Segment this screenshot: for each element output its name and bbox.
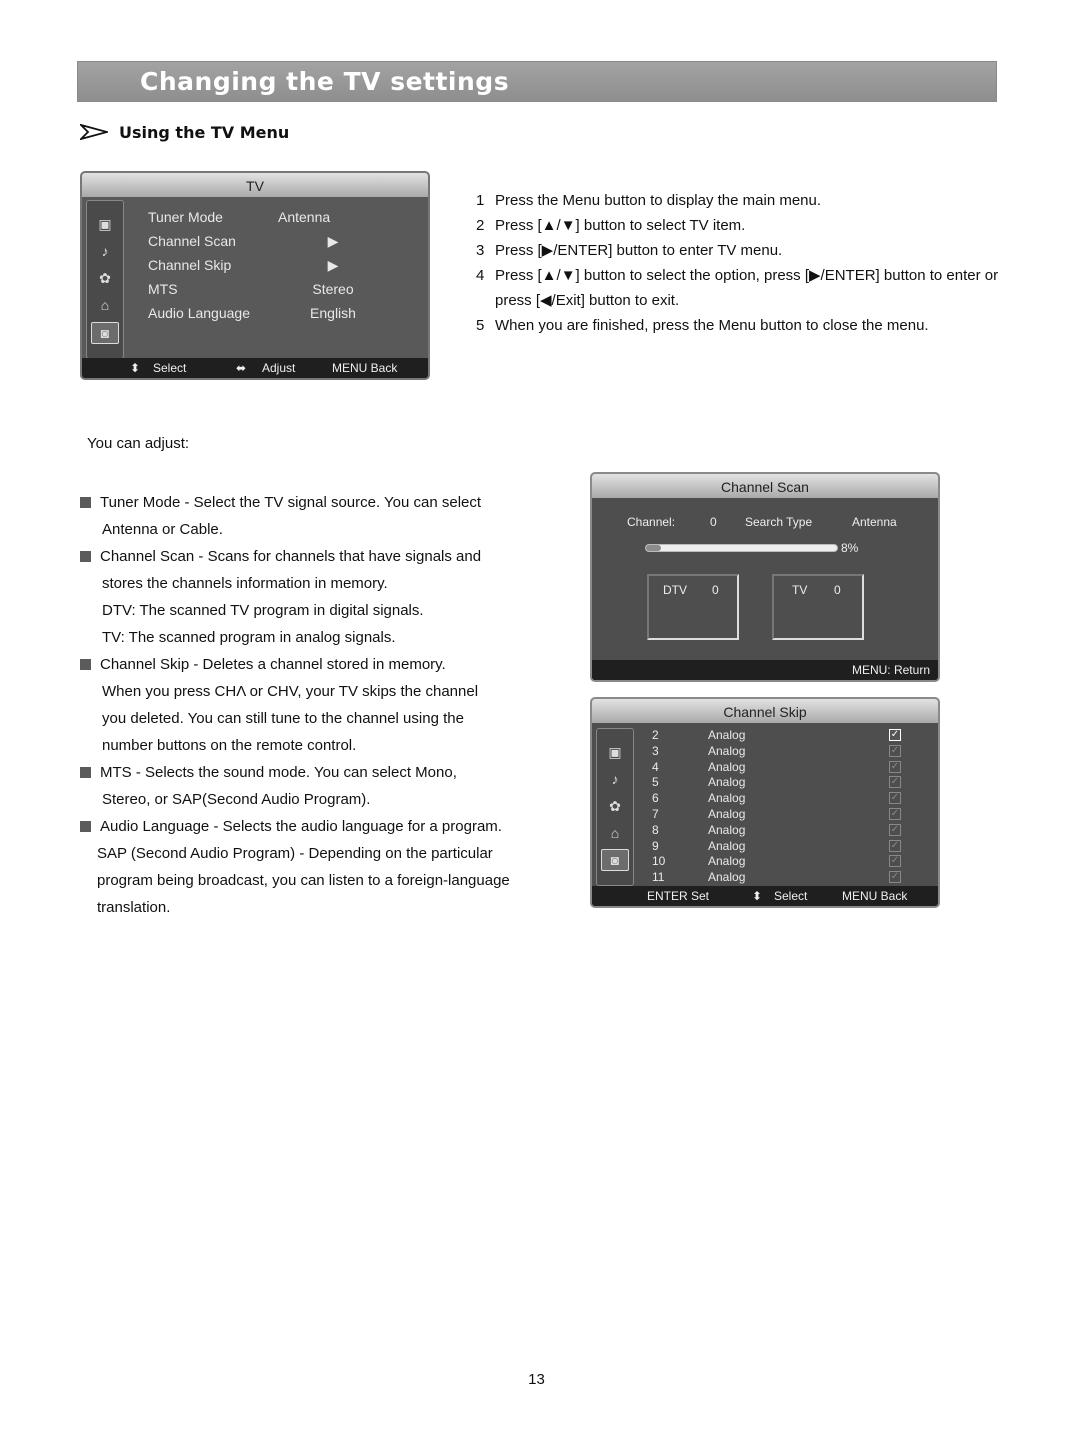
bullet-channel-skip: Channel Skip - Deletes a channel stored in memory. xyxy=(80,651,550,678)
lock-icon: ⌂ xyxy=(610,825,620,841)
menu-icon-column xyxy=(86,200,124,359)
channel-scan-title: Channel Scan xyxy=(592,474,938,498)
channel-number: 6 xyxy=(652,791,659,806)
left-right-icon: ⬌ xyxy=(236,361,247,375)
tv-menu-footer: ⬍ Select ⬌ Adjust MENU Back xyxy=(82,358,428,378)
tv-icon: ◙ xyxy=(91,322,119,344)
step-item: 2 Press [▲/▼] button to select TV item. xyxy=(476,217,746,234)
bullet-channel-scan: Channel Scan - Scans for channels that have signals and xyxy=(80,543,550,570)
skip-checkbox-icon: ✓ xyxy=(890,871,900,883)
tv-menu-row: Tuner Mode Antenna xyxy=(148,209,331,225)
arrow-right-icon: ▶ xyxy=(327,233,339,249)
bullet-mts: MTS - Selects the sound mode. You can select Mono, xyxy=(80,759,550,786)
dtv-count-box: DTV 0 xyxy=(647,574,739,640)
setup-icon: ✿ xyxy=(99,270,111,286)
bullet-tuner-mode: Tuner Mode - Select the TV signal source. You can select xyxy=(80,489,550,516)
tv-count-box: TV 0 xyxy=(772,574,864,640)
bullet-audio-language: Audio Language - Selects the audio language for a program. xyxy=(80,813,550,840)
sound-icon: ♪ xyxy=(101,243,109,259)
page-title: Changing the TV settings xyxy=(140,67,510,96)
channel-skip-row xyxy=(652,743,902,759)
channel-type: Analog xyxy=(708,775,746,790)
channel-type: Analog xyxy=(708,807,746,821)
channel-number: 3 xyxy=(652,743,659,758)
skip-checkbox-icon: ✓ xyxy=(890,808,900,819)
channel-scan-footer: MENU: Return xyxy=(592,660,938,680)
channel-number: 2 xyxy=(652,728,659,742)
channel-type: Analog xyxy=(708,791,746,806)
channel-type: Analog xyxy=(708,759,746,774)
step-item: 1 Press the Menu button to display the main menu. xyxy=(476,192,822,209)
step-item: 5 When you are finished, press the Menu button to close the menu. xyxy=(476,317,929,334)
skip-checkbox-icon: ✓ xyxy=(890,823,900,835)
arrow-right-icon xyxy=(80,124,108,140)
picture-icon: ▣ xyxy=(608,744,622,760)
tv-menu-row: Channel Skip ▶ xyxy=(148,255,358,275)
picture-icon: ▣ xyxy=(98,216,112,232)
channel-skip-row xyxy=(652,790,902,806)
channel-skip-screenshot xyxy=(590,697,940,908)
channel-number: 8 xyxy=(652,822,659,837)
scan-progress-bar xyxy=(645,544,838,552)
lock-icon: ⌂ xyxy=(100,297,110,313)
arrow-right-icon: ▶ xyxy=(327,257,339,273)
channel-type: Analog xyxy=(708,743,746,758)
settings-descriptions: Tuner Mode - Select the TV signal source. You can select Antenna or Cable. Channel Scan - Scans for channels that have signals and stores the channels information in memory. DTV: The scanned TV program in digital signals. TV: The scanned program in analog signals. Channel Skip - Deletes a channel stored in memory. When you press CHΛ or CHV, your TV skips the channel you deleted. You can still tune to the channel using the number buttons on the remote control. MTS - Selects the sound mode. You can select Mono, Stereo, or SAP(Second Audio Program). Audio Language - Selects the audio language for a program. SAP (Second Audio Program) - Depending on the particular program being broadcast, you can listen to a foreign-language translation. xyxy=(80,489,550,921)
channel-number: 10 xyxy=(652,854,666,869)
section-title: Using the TV Menu xyxy=(119,122,290,142)
sound-icon: ♪ xyxy=(611,771,619,787)
channel-number: 5 xyxy=(652,775,659,790)
you-can-adjust-label: You can adjust: xyxy=(87,435,190,452)
section-heading xyxy=(80,121,289,143)
skip-checkbox-icon: ✓ xyxy=(890,729,900,740)
channel-skip-row xyxy=(652,806,902,822)
skip-checkbox-icon: ✓ xyxy=(890,792,900,804)
channel-skip-row xyxy=(652,759,902,775)
channel-skip-row xyxy=(652,853,902,869)
channel-number: 7 xyxy=(652,807,659,821)
channel-skip-title: Channel Skip xyxy=(592,699,938,723)
tv-icon: ◙ xyxy=(601,849,629,871)
channel-type: Analog xyxy=(708,838,746,853)
channel-skip-row xyxy=(652,822,902,838)
page-number: 13 xyxy=(528,1371,545,1388)
tv-menu-title: TV xyxy=(82,173,428,197)
channel-skip-footer: ENTER Set ⬍ Select MENU Back xyxy=(592,886,938,906)
channel-skip-row xyxy=(652,727,902,743)
skip-checkbox-icon: ✓ xyxy=(890,855,900,867)
title-bar xyxy=(77,61,997,102)
tv-menu-row: Audio Language English xyxy=(148,305,356,321)
channel-type: Analog xyxy=(708,728,746,742)
step-item: 3 Press [▶/ENTER] button to enter TV menu. xyxy=(476,242,783,259)
tv-menu-screenshot xyxy=(80,171,430,380)
skip-checkbox-icon: ✓ xyxy=(890,760,900,772)
skip-checkbox-icon: ✓ xyxy=(890,776,900,788)
channel-skip-row xyxy=(652,774,902,790)
up-down-icon: ⬍ xyxy=(130,361,141,375)
up-down-icon: ⬍ xyxy=(752,889,763,903)
channel-type: Analog xyxy=(708,854,746,869)
scan-progress-fill xyxy=(646,545,661,551)
channel-skip-row xyxy=(652,869,902,885)
steps-list xyxy=(476,188,1016,338)
tv-menu-row: Channel Scan ▶ xyxy=(148,231,358,251)
step-item: 4 Press [▲/▼] button to select the option, press [▶/ENTER] button to enter or press [◀/Exit] button to exit. xyxy=(476,267,999,309)
channel-number: 11 xyxy=(652,870,665,885)
menu-icon-column xyxy=(596,728,634,886)
channel-number: 4 xyxy=(652,759,659,774)
channel-scan-screenshot: Channel Scan Channel: 0 Search Type Antenna 8% DTV 0 TV 0 MENU: Return xyxy=(590,472,940,682)
channel-number: 9 xyxy=(652,838,659,853)
skip-checkbox-icon: ✓ xyxy=(890,839,900,851)
tv-menu-row: MTS Stereo xyxy=(148,281,354,297)
setup-icon: ✿ xyxy=(609,798,621,814)
channel-skip-row xyxy=(652,838,902,854)
skip-checkbox-icon: ✓ xyxy=(890,744,900,756)
channel-type: Analog xyxy=(708,822,746,837)
channel-type: Analog xyxy=(708,870,746,885)
